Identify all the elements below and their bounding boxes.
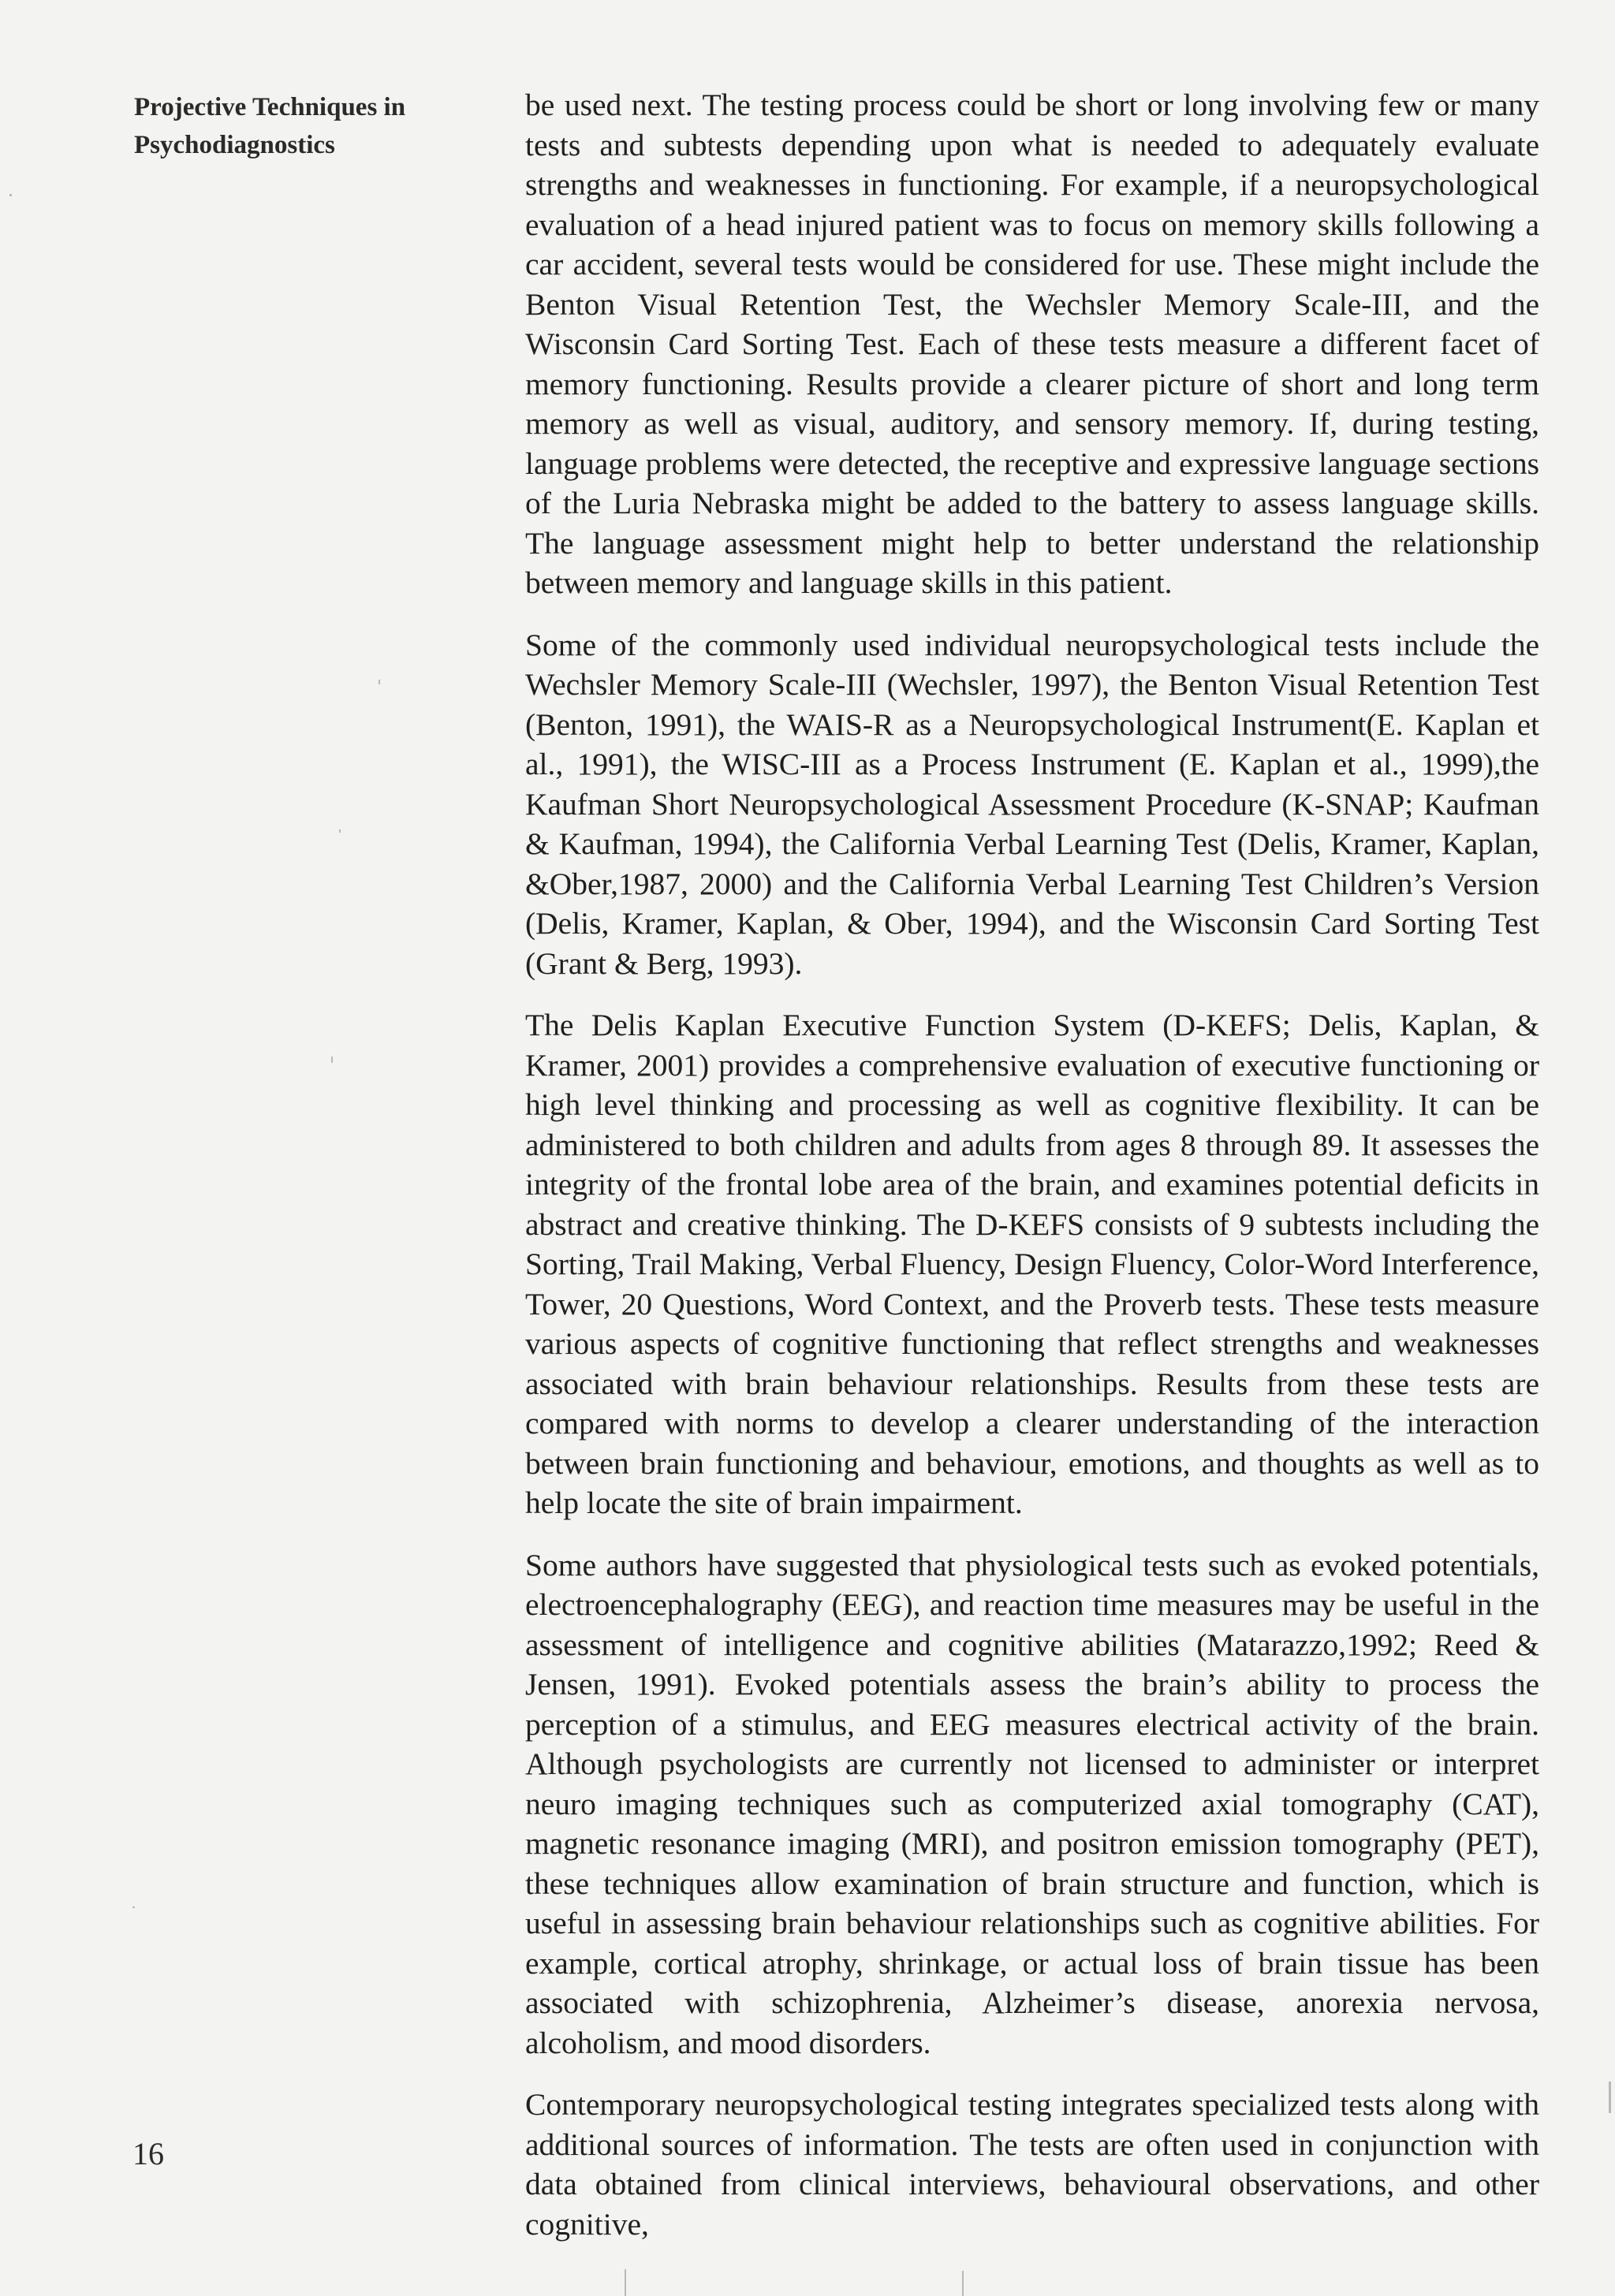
- paragraph-5: Contemporary neuropsychological testing integrates specialized tests along with additional sources of information. The tests are often used in conjunction with data obtained from clinical interviews, behavioural observations, and other cognitive,: [525, 2087, 1539, 2242]
- paragraph-3: The Delis Kaplan Executive Function System (D-KEFS; Delis, Kaplan, & Kramer, 2001) provides a comprehensive evaluation of executive functioning or high level thinking and processing as well as cognitive flexibility. It can be administered to both children and adults from ages 8 through 89. It assesses the integrity of the frontal lobe area of the brain, and examines potential deficits in abstract and creative thinking. The D-KEFS consists of 9 subtests including the Sorting, Trail Making, Verbal Fluency, Design Fluency, Color-Word Interference, Tower, 20 Questions, Word Context, and the Proverb tests. These tests measure various aspects of cognitive functioning that reflect strengths and weaknesses associated with brain behaviour relationships. Results from these tests are compared with norms to develop a clearer understanding of the interaction between brain functioning and behaviour, emotions, and thoughts as well as to help locate the site of brain impairment.: [525, 1008, 1539, 1520]
- page-number: 16: [132, 2136, 164, 2171]
- paragraph-2: Some of the commonly used individual neuropsychological tests include the Wechsler Memory Scale-III (Wechsler, 1997), the Benton Visual Retention Test (Benton, 1991), the WAIS-R as a Neuropsychological Instrument(E. Kaplan et al., 1991), the WISC-III as a Process Instrument (E. Kaplan et al., 1999),the Kaufman Short Neuropsychological Assessment Procedure (K-SNAP; Kaufman & Kaufman, 1994), the California Verbal Learning Test (Delis, Kramer, Kaplan, &Ober,1987, 2000) and the California Verbal Learning Test Children’s Version (Delis, Kramer, Kaplan, & Ober, 1994), and the Wisconsin Card Sorting Test (Grant & Berg, 1993).: [525, 627, 1539, 981]
- scan-speck: [9, 194, 12, 196]
- body-text: [525, 85, 1539, 2266]
- scan-speck: [625, 2269, 626, 2296]
- scan-speck: [379, 680, 380, 684]
- paragraph-1: be used next. The testing process could be short or long involving few or many tests and subtests depending upon what is needed to adequately evaluate strengths and weaknesses in functioning. For example, if a neuropsychological evaluation of a head injured patient was to focus on memory skills following a car accident, several tests would be considered for use. These might include the Benton Visual Retention Test, the Wechsler Memory Scale-III, and the Wisconsin Card Sorting Test. Each of these tests measure a different facet of memory functioning. Results provide a clearer picture of short and long term memory as well as visual, auditory, and sensory memory. If, during testing, language problems were detected, the receptive and expressive language sections of the Luria Nebraska might be added to the battery to assess language skills. The language assessment might help to better understand the relationship between memory and language skills in this patient.: [525, 88, 1539, 600]
- running-header: Projective Techniques in Psychodiagnostics: [134, 93, 406, 159]
- scan-speck: [1609, 2082, 1611, 2113]
- scan-speck: [132, 1906, 135, 1908]
- scan-speck: [962, 2271, 964, 2296]
- scan-speck: [331, 1057, 333, 1063]
- scan-speck: [339, 829, 341, 833]
- paragraph-4: Some authors have suggested that physiological tests such as evoked potentials, electroencephalography (EEG), and reaction time measures may be useful in the assessment of intelligence and cognitive abilities (Matarazzo,1992; Reed & Jensen, 1991). Evoked potentials assess the brain’s ability to process the perception of a stimulus, and EEG measures electrical activity of the brain. Although psychologists are currently not licensed to administer or interpret neuro imaging techniques such as computerized axial tomography (CAT), magnetic resonance imaging (MRI), and positron emission tomography (PET), these techniques allow examination of brain structure and function, which is useful in assessing brain behaviour relationships such as cognitive abilities. For example, cortical atrophy, shrinkage, or actual loss of brain tissue has been associated with schizophrenia, Alzheimer’s disease, anorexia nervosa, alcoholism, and mood disorders.: [525, 1547, 1539, 2060]
